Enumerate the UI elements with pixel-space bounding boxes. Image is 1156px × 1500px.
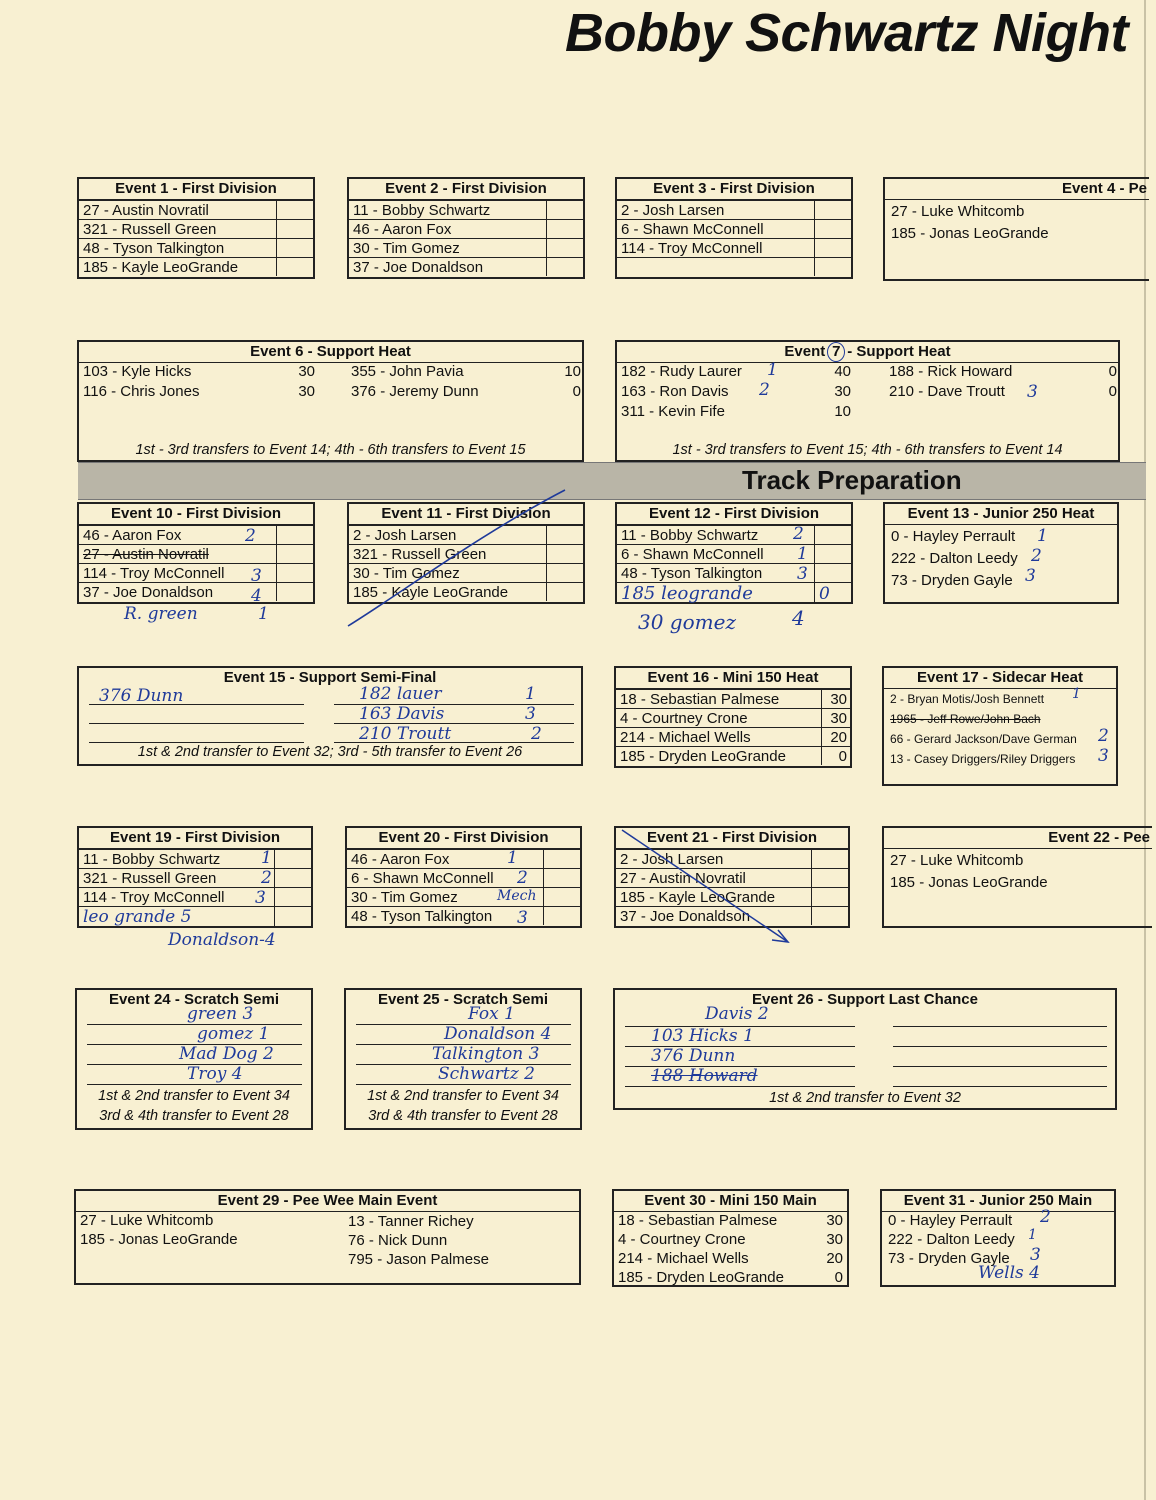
event-header: Event 29 - Pee Wee Main Event [76,1191,579,1212]
points: 10 [564,363,581,380]
entry: 2 - Josh Larsen [617,201,815,220]
entry: 18 - Sebastian Palmese [616,690,822,709]
handwritten-entry: Mad Dog 2 [179,1044,274,1064]
handwritten-place: 1 [767,360,778,380]
points: 30 [822,690,851,709]
handwritten-place: 2 [245,526,256,546]
event-header: Event 21 - First Division [616,828,848,849]
entry: 2 - Josh Larsen [616,850,812,869]
entry: 210 - Dave Troutt [889,383,1005,400]
handwritten-entry: Davis 2 [705,1004,769,1024]
handwritten-entry: 182 lauer [359,684,442,704]
entry: 46 - Aaron Fox [79,526,277,545]
event-header: Event 13 - Junior 250 Heat [885,504,1117,525]
handwritten-place: 2 [1031,546,1042,566]
entry: 30 - Tim Gomez [347,888,544,907]
points: 30 [834,383,851,400]
entry: 48 - Tyson Talkington [347,907,544,926]
handwritten-place: 1 [507,848,518,868]
entry: 355 - John Pavia [351,363,464,380]
handwritten-entry: 376 Dunn [99,686,184,706]
handwritten-place: 2 [517,868,528,888]
event-22-box [882,826,1152,928]
strike-through-line [620,826,800,950]
event-header: Event 22 - Pee [884,828,1152,849]
points: 30 [826,1231,843,1248]
track-preparation-band [78,462,1146,500]
entry: 214 - Michael Wells [616,728,822,747]
handwritten-entry: R. green [124,604,198,624]
event-16-box [614,666,852,768]
points: 0 [1108,383,1117,400]
entry: 27 - Austin Novratil [79,201,277,220]
entry: 11 - Bobby Schwartz [79,850,275,869]
event-17-box [882,666,1118,786]
entry: 321 - Russell Green [79,220,277,239]
event-header: Event 17 - Sidecar Heat [884,668,1116,689]
handwritten-note: Mech [497,888,537,904]
handwritten-row: 185 leogrande [617,583,815,605]
event-header: Event 3 - First Division [617,179,851,200]
handwritten-entry: Talkington 3 [432,1044,540,1064]
points: 20 [826,1250,843,1267]
strike-through-line [340,484,580,634]
transfer-note: 1st - 3rd transfers to Event 14; 4th - 6th transfers to Event 15 [135,442,526,458]
event-header: Event 30 - Mini 150 Main [614,1191,847,1212]
event-19-box [77,826,313,928]
points: 0 [822,747,851,766]
entry: 114 - Troy McConnell [79,564,277,583]
handwritten-place: 3 [1030,1245,1041,1265]
handwritten-place: 4 [251,586,262,606]
entry: 66 - Gerard Jackson/Dave German [890,732,1077,746]
handwritten-place: 1 [1028,1227,1037,1243]
event-29-box [74,1189,581,1285]
points: 40 [834,363,851,380]
handwritten-entry: Schwartz 2 [438,1064,535,1084]
event-26-box [613,988,1117,1110]
entry: 18 - Sebastian Palmese [618,1212,778,1229]
entry: 185 - Dryden LeoGrande [618,1269,784,1286]
entry: 46 - Aaron Fox [349,220,547,239]
entry: 222 - Dalton Leedy [888,1231,1015,1248]
entry: 11 - Bobby Schwartz [349,201,547,220]
entry: 185 - Kayle LeoGrande [79,258,277,277]
handwritten-entry: Troy 4 [187,1064,243,1084]
entry: 76 - Nick Dunn [348,1232,448,1249]
handwritten-entry: Wells 4 [978,1263,1040,1283]
event-header: Event 26 - Support Last Chance [752,991,978,1008]
event-header: Event 25 - Scratch Semi [377,991,549,1008]
entry: 185 - Jonas LeoGrande [890,874,1048,891]
entry: 163 - Ron Davis [621,383,729,400]
entry: 6 - Shawn McConnell [347,869,544,888]
handwritten-place: 1 [525,684,536,704]
entry: 2 - Josh Larsen [349,526,547,545]
entry: 13 - Tanner Richey [348,1213,474,1230]
transfer-note: 1st & 2nd transfer to Event 34 [367,1088,559,1104]
entry: 37 - Joe Donaldson [79,583,277,602]
event-header: Event 2 - First Division [349,179,583,200]
handwritten-place: 1 [258,604,269,624]
handwritten-place: 2 [793,524,804,544]
entry: 1965 - Jeff Rowe/John Bach [890,712,1041,726]
entry: 46 - Aaron Fox [347,850,544,869]
points: 20 [822,728,851,747]
entry: 114 - Troy McConnell [79,888,275,907]
points: 30 [298,383,315,400]
handwritten-place: 3 [1025,566,1036,586]
event-header: Event 16 - Mini 150 Heat [616,668,850,689]
handwritten-entry: Fox 1 [468,1004,515,1024]
points: 0 [1108,363,1117,380]
handwritten-entry: gomez 1 [197,1024,270,1044]
handwritten-entry: Donaldson-4 [168,930,276,950]
entry: 6 - Shawn McConnell [617,545,815,564]
points: 0 [834,1269,843,1286]
handwritten-row: leo grande 5 [79,907,275,928]
points: 30 [298,363,315,380]
handwritten-place: 1 [261,848,272,868]
entry: 73 - Dryden Gayle [891,572,1013,589]
handwritten-place: 1 [1072,686,1081,702]
handwritten-place: 3 [517,908,528,928]
event-header: Event 1 - First Division [79,179,313,200]
handwritten-place: 2 [759,380,770,400]
points: 30 [822,709,851,728]
event-header: Event 4 - Pe [885,179,1149,200]
handwritten-place: 2 [1098,726,1109,746]
handwritten-entry: 376 Dunn [651,1046,736,1066]
event-4-box [883,177,1149,281]
entry: 185 - Dryden LeoGrande [616,747,822,766]
entry: 795 - Jason Palmese [348,1251,489,1268]
handwritten-place: 3 [797,564,808,584]
entry: 27 - Luke Whitcomb [891,203,1025,220]
event-header: Event 10 - First Division [79,504,313,525]
event-13-box [883,502,1119,604]
event-7-box [615,340,1120,462]
event-25-box [344,988,582,1130]
page-title: Bobby Schwartz Night [564,3,1128,63]
transfer-note: 1st & 2nd transfer to Event 32; 3rd - 5th transfer to Event 26 [137,744,523,760]
event-2-box [347,177,585,279]
handwritten-entry: 163 Davis [359,704,445,724]
entry: 185 - Jonas LeoGrande [891,225,1049,242]
handwritten-place: 3 [251,566,262,586]
handwritten-entry: Donaldson 4 [444,1024,552,1044]
entry: 27 - Luke Whitcomb [80,1212,214,1229]
event-20-box [345,826,582,928]
entry: 188 - Rick Howard [889,363,1013,380]
handwritten-place: 4 [792,606,805,630]
entry: 103 - Kyle Hicks [83,363,192,380]
event-24-box [75,988,313,1130]
event-header: Event 20 - First Division [347,828,580,849]
entry: 27 - Austin Novratil [616,869,812,888]
event-header: Event 19 - First Division [79,828,311,849]
event-3-box [615,177,853,279]
entry: 48 - Tyson Talkington [617,564,815,583]
entry: 321 - Russell Green [79,869,275,888]
entry: 30 - Tim Gomez [349,564,547,583]
event-31-box [880,1189,1116,1287]
entry: 185 - Jonas LeoGrande [80,1231,238,1248]
event-15-box [77,666,583,766]
transfer-note: 1st & 2nd transfer to Event 34 [98,1088,290,1104]
band-label: Track Preparation [742,465,962,495]
handwritten-place: 2 [261,868,272,888]
points: 0 [572,383,581,400]
handwritten-place: 3 [1027,382,1038,402]
points: 30 [826,1212,843,1229]
event-header: Event 15 - Support Semi-Final [223,669,437,686]
handwritten-entry: 188 Howard [651,1066,758,1086]
entry: 185 - Kayle LeoGrande [349,583,547,602]
entry: 13 - Casey Driggers/Riley Driggers [890,752,1076,766]
entry: 11 - Bobby Schwartz [617,526,815,545]
entry: 2 - Bryan Motis/Josh Bennett [890,692,1045,706]
handwritten-place: 1 [1037,526,1048,546]
transfer-note: 1st - 3rd transfers to Event 15; 4th - 6th transfers to Event 14 [672,442,1063,458]
handwritten-place: 1 [797,544,808,564]
event-header: Event 12 - First Division [617,504,851,525]
entry: 4 - Courtney Crone [618,1231,746,1248]
event-10-box [77,502,315,604]
handwritten-entry: green 3 [187,1004,254,1024]
entry: 376 - Jeremy Dunn [351,383,479,400]
entry: 321 - Russell Green [349,545,547,564]
circled-number: 7 [827,342,845,362]
entry: 114 - Troy McConnell [617,239,815,258]
event-header: Event 31 - Junior 250 Main [882,1191,1114,1212]
handwritten-place: 3 [255,888,266,908]
event-30-box [612,1189,849,1287]
entry: 27 - Austin Novratil [79,545,277,564]
entry: 48 - Tyson Talkington [79,239,277,258]
points: 10 [834,403,851,420]
entry: 311 - Kevin Fife [621,403,725,420]
entry: 27 - Luke Whitcomb [890,852,1024,869]
entry: 30 - Tim Gomez [349,239,547,258]
event-header: Event 24 - Scratch Semi [108,991,280,1008]
entry: 37 - Joe Donaldson [616,907,812,926]
entry: 37 - Joe Donaldson [349,258,547,277]
entry: 222 - Dalton Leedy [891,550,1018,567]
event-header: Event 6 - Support Heat [79,342,582,363]
handwritten-place: 2 [531,724,542,744]
entry: 4 - Courtney Crone [616,709,822,728]
handwritten-entry: 30 gomez [638,610,736,634]
transfer-note: 3rd & 4th transfer to Event 28 [368,1108,558,1124]
entry: 73 - Dryden Gayle [888,1250,1010,1267]
entry: 185 - Kayle LeoGrande [616,888,812,907]
entry: 116 - Chris Jones [83,383,200,400]
handwritten-entry: 103 Hicks 1 [651,1026,754,1046]
entry: 0 - Hayley Perrault [888,1212,1013,1229]
handwritten-place: 3 [525,704,536,724]
entry: 214 - Michael Wells [618,1250,749,1267]
handwritten-place: 3 [1098,746,1109,766]
entry: 182 - Rudy Laurer [621,363,742,380]
entry: 6 - Shawn McConnell [617,220,815,239]
entry: 0 - Hayley Perrault [891,528,1016,545]
event-header: Event 7 - Support Heat [617,342,1118,363]
event-12-box: Event 12 - First Division 11 - Bobby Schwartz 6 - Shawn McConnell 48 - Tyson Talkington 185 leogrande 0 2 1 3 [615,502,853,604]
transfer-note: 3rd & 4th transfer to Event 28 [99,1108,289,1124]
event-header: Event 11 - First Division [349,504,583,525]
event-6-box [77,340,584,462]
handwritten-entry: 210 Troutt [359,724,452,744]
entry [617,258,815,277]
handwritten-place: 2 [1040,1207,1051,1227]
event-1-box [77,177,315,279]
transfer-note: 1st & 2nd transfer to Event 32 [769,1090,961,1106]
